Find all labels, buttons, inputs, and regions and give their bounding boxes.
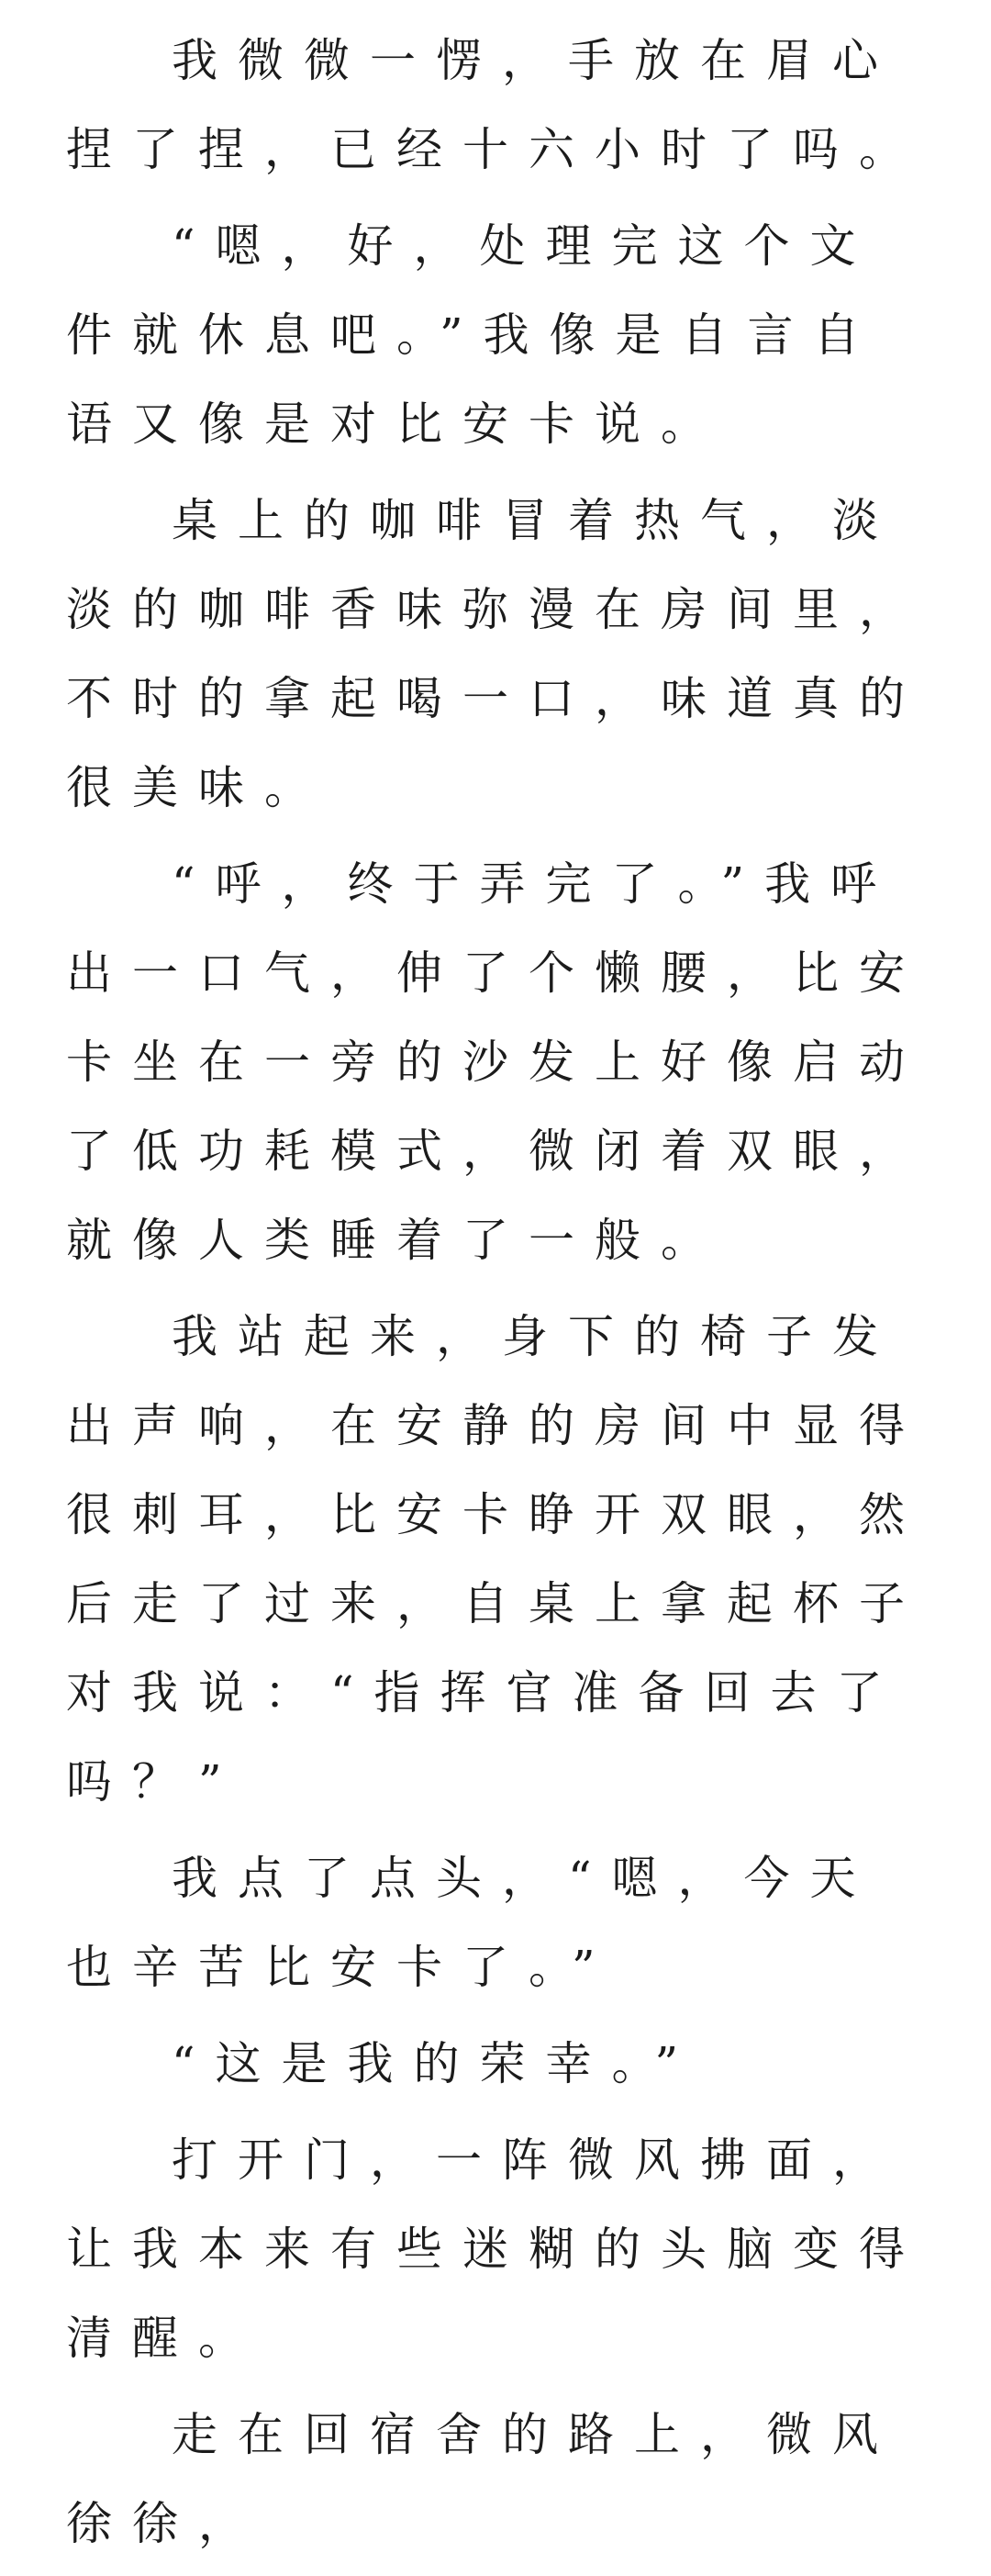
paragraph: 我微微一愣，手放在眉心捏了捏，已经十六小时了吗。 bbox=[66, 34, 925, 176]
paragraph: “嗯，好，处理完这个文件就休息吧。”我像是自言自语又像是对比安卡说。 bbox=[66, 219, 880, 451]
paragraph: 我点了点头，“嗯，今天也辛苦比安卡了。” bbox=[66, 1852, 876, 1994]
paragraph: “呼，终于弄完了。”我呼出一口气，伸了个懒腰，比安卡坐在一旁的沙发上好像启动了低功耗模式，微闭着双眼，就像人类睡着了一般。 bbox=[66, 857, 925, 1267]
paragraph: 我站起来，身下的椅子发出声响，在安静的房间中显得很刺耳，比安卡睁开双眼，然后走了过来，自桌上拿起杯子对我说：“指挥官准备回去了吗？” bbox=[66, 1310, 925, 1809]
paragraph: 走在回宿舍的路上，微风徐徐， bbox=[66, 2408, 898, 2550]
paragraph: 打开门，一阵微风拂面，让我本来有些迷糊的头脑变得清醒。 bbox=[66, 2134, 925, 2365]
article-body bbox=[66, 17, 938, 2576]
paragraph: “这是我的荣幸。” bbox=[172, 2037, 699, 2090]
paragraph: 桌上的咖啡冒着热气，淡淡的咖啡香味弥漫在房间里，不时的拿起喝一口，味道真的很美味。 bbox=[66, 494, 925, 814]
